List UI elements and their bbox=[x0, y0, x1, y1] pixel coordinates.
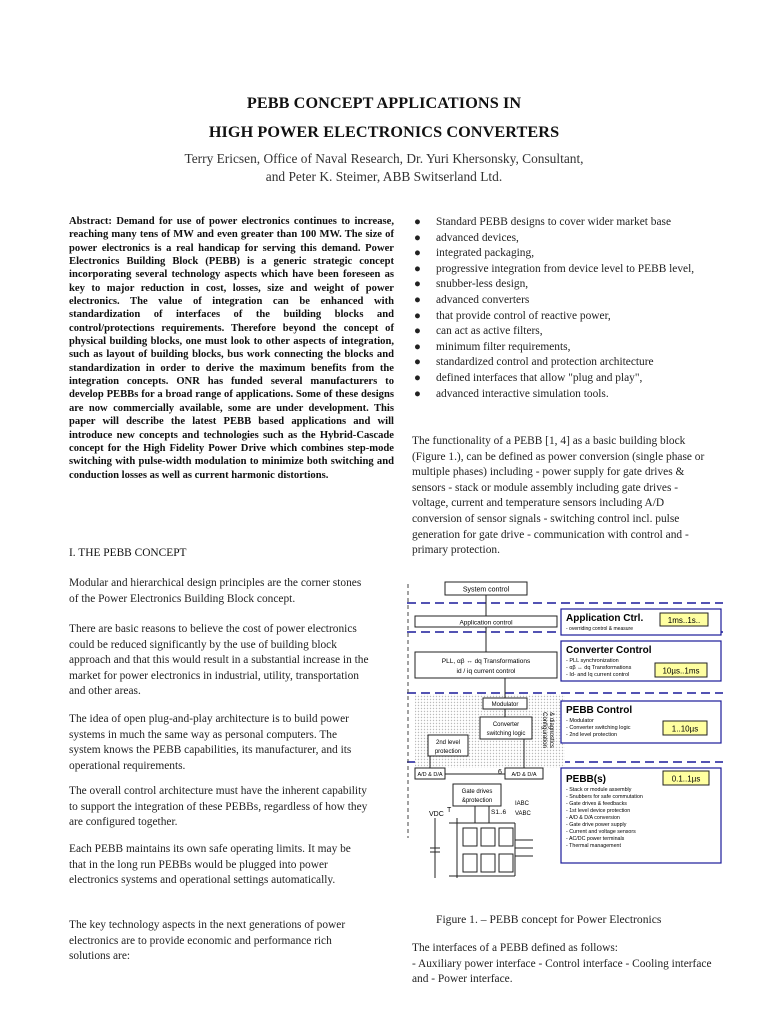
vdc-label: VDC bbox=[429, 811, 444, 818]
bullet-icon: ● bbox=[414, 262, 421, 275]
config-label-line1: Configuration bbox=[541, 712, 547, 748]
list-item: ● advanced devices, bbox=[412, 231, 712, 247]
pebbs-item: - A/D & D/A conversion bbox=[566, 815, 620, 821]
paragraph-functionality: The functionality of a PEBB [1, 4] as a basic building block (Figure 1.), can be defined as power conversion (single phase or multiple phases) including - power supply for gate drives & sensors - stack or module assembly including gate drives - voltage, current and temperature sensors including A/D conversion of sensor signals - switching control incl. pulse generation for gate drive - communication with control and - primary protection. bbox=[412, 435, 705, 557]
converter-control-title: Converter Control bbox=[566, 645, 652, 656]
converter-control-item: - PLL synchronization bbox=[566, 658, 619, 664]
paper-title-line2: HIGH POWER ELECTRONICS CONVERTERS bbox=[208, 123, 560, 141]
pebb-control-title: PEBB Control bbox=[566, 705, 633, 716]
pebbs-title: PEBB(s) bbox=[566, 774, 607, 785]
paragraph-plug-and-play: The idea of open plug-and-play architecture is to build power systems in much the same way as personal computers. The system knows the PEBB capabilities, its manufacturer, and its operational requirements. bbox=[69, 713, 352, 772]
pebbs-item: - Thermal management bbox=[566, 843, 621, 849]
bullet-icon: ● bbox=[414, 278, 421, 291]
vabc-label: VABC bbox=[515, 811, 531, 817]
second-level-line2: protection bbox=[434, 749, 462, 755]
application-control-label: Application control bbox=[459, 619, 513, 627]
section-heading: I. THE PEBB CONCEPT bbox=[69, 547, 187, 559]
pebbs-item: - Stack or module assembly bbox=[566, 787, 632, 793]
bullet-icon: ● bbox=[414, 371, 421, 384]
converter-control-item: - Id- and Iq current control bbox=[566, 672, 630, 678]
list-item: ● that provide control of reactive power, bbox=[412, 309, 712, 325]
paragraph-key-technology: The key technology aspects in the next generations of power electronics are to provide economic and performance rich solutions are: bbox=[69, 919, 346, 963]
key-aspects-list bbox=[412, 215, 712, 402]
pebb-control-item: - 2nd level protection bbox=[566, 732, 618, 738]
ad-da-right-label: A/D & D/A bbox=[511, 772, 537, 778]
pebbs-item: - 1st level device protection bbox=[566, 808, 631, 814]
converter-logic-line1: Converter bbox=[492, 722, 520, 728]
pebbs-time: 0.1..1µs bbox=[671, 774, 701, 784]
list-item: ● snubber-less design, bbox=[412, 277, 712, 293]
pebb-concept-figure bbox=[405, 578, 725, 903]
list-item: ● Standard PEBB designs to cover wider market base bbox=[412, 215, 712, 231]
bullet-icon: ● bbox=[414, 293, 421, 306]
system-control-label: System control bbox=[462, 586, 510, 594]
authors-line2: and Peter K. Steimer, ABB Switserland Ltd. bbox=[265, 169, 503, 184]
pebbs-item: - Current and voltage sensors bbox=[566, 829, 636, 835]
application-ctrl-time: 1ms..1s.. bbox=[667, 616, 701, 625]
s16-label: S1..6 bbox=[491, 809, 507, 816]
pebb-control-item: - Converter switching logic bbox=[566, 725, 631, 731]
pebbs-item: - Gate drives & feedbacks bbox=[566, 801, 627, 807]
pebbs-item: - Gate drive power supply bbox=[566, 822, 627, 828]
list-item: ● integrated packaging, bbox=[412, 246, 712, 262]
paragraph-modular: Modular and hierarchical design principles are the corner stones of the Power Electronics Building Block concept. bbox=[69, 577, 362, 605]
pll-label-line1: PLL, αβ ↔ dq Transformations bbox=[441, 658, 531, 665]
second-level-line1: 2nd level bbox=[435, 740, 461, 746]
converter-control-time: 10µs..1ms bbox=[662, 666, 700, 676]
paragraph-interfaces: The interfaces of a PEBB defined as follows: - Auxiliary power interface - Control interface - Cooling interface and - Power interface. bbox=[412, 942, 712, 986]
t-label: T bbox=[447, 807, 452, 814]
bullet-icon: ● bbox=[414, 231, 421, 244]
bullet-icon: ● bbox=[414, 247, 421, 260]
list-item: ● defined interfaces that allow "plug and play", bbox=[412, 371, 712, 387]
gate-drives-line2: &protection bbox=[461, 798, 493, 804]
abstract: Abstract: Demand for use of power electronics continues to increase, reaching many tens of MW and even greater than 100 MW. The size of power electronics is a real handicap for serving this demand. Power Electronics Building Block (PEBB) is a generic strategic concept incorporating several technology aspects which have been foreseen as key to major reduction in cost, losses, size and weight of power electronics. The value of integration can be enhanced with standardization of interfaces of the building blocks and control/protections requirements. Therefore beyond the concept of physical building blocks, one must look to other aspects of integration, such as layout of building blocks, bus work connecting the blocks and standardization in order to derive the maximum benefits from the integration concepts. ONR has funded several manufacturers to develop PEBBs for a broad range of applications. Some of these designs are now commercially available, some are under development. This paper will describe the latest PEBB based applications and will introduce new concepts and technologies such as the Hybrid-Cascade concept for the High Fidelity Power Drive which combines step-mode switching with pulse-width modulation to minimize both switching and conduction losses as well as current harmonic distortions. bbox=[69, 216, 394, 481]
list-item: ● minimum filter requirements, bbox=[412, 340, 712, 356]
ad-da-left-label: A/D & D/A bbox=[417, 772, 443, 778]
list-item: ● standardized control and protection architecture bbox=[412, 355, 712, 371]
list-item: ● can act as active filters, bbox=[412, 324, 712, 340]
bullet-icon: ● bbox=[414, 356, 421, 369]
config-label-line2: & diagnostics bbox=[548, 712, 554, 748]
bullet-icon: ● bbox=[414, 325, 421, 338]
authors-line1: Terry Ericsen, Office of Naval Research, Dr. Yuri Khersonsky, Consultant, bbox=[184, 151, 584, 166]
iabc-label: IABC bbox=[515, 801, 530, 807]
paragraph-cost: There are basic reasons to believe the cost of power electronics could be reduced significantly by the use of building block approach and that this would result in a substantial increase in the market for power electronics in industrial, utility, transportation and other areas. bbox=[69, 623, 369, 698]
converter-logic-line2: switching logic bbox=[486, 731, 526, 737]
gate-drives-line1: Gate drives bbox=[461, 789, 493, 795]
paper-title-line1: PEBB CONCEPT APPLICATIONS IN bbox=[246, 94, 522, 112]
list-item: ● advanced interactive simulation tools. bbox=[412, 387, 712, 403]
list-item: ● advanced converters bbox=[412, 293, 712, 309]
pebb-control-time: 1..10µs bbox=[671, 724, 699, 734]
list-item: ● progressive integration from device level to PEBB level, bbox=[412, 262, 712, 278]
six-label: 6 bbox=[498, 769, 502, 776]
bullet-icon: ● bbox=[414, 387, 421, 400]
converter-control-item: - αβ ↔ dq Transformations bbox=[566, 665, 632, 671]
pebb-control-item: - Modulator bbox=[566, 718, 594, 724]
pebbs-item: - AC/DC power terminals bbox=[566, 836, 625, 842]
pebbs-item: - Snubbers for safe commutation bbox=[566, 794, 643, 800]
pll-label-line2: id / iq current control bbox=[456, 668, 516, 675]
paragraph-control-architecture: The overall control architecture must have the inherent capability to support the integration of these PEBBs, regardless of how they are configured together. bbox=[69, 785, 368, 829]
bullet-icon: ● bbox=[414, 340, 421, 353]
figure-caption: Figure 1. – PEBB concept for Power Electronics bbox=[436, 913, 662, 926]
bullet-icon: ● bbox=[414, 309, 421, 322]
application-ctrl-sub: - overriding control & measure bbox=[566, 626, 633, 632]
paragraph-safe-limits: Each PEBB maintains its own safe operating limits. It may be that in the long run PEBBs would be plugged into power electronics systems and operational settings automatically. bbox=[69, 843, 351, 887]
bullet-icon: ● bbox=[414, 216, 421, 228]
modulator-label: Modulator bbox=[491, 702, 519, 708]
application-ctrl-title: Application Ctrl. bbox=[566, 613, 644, 624]
